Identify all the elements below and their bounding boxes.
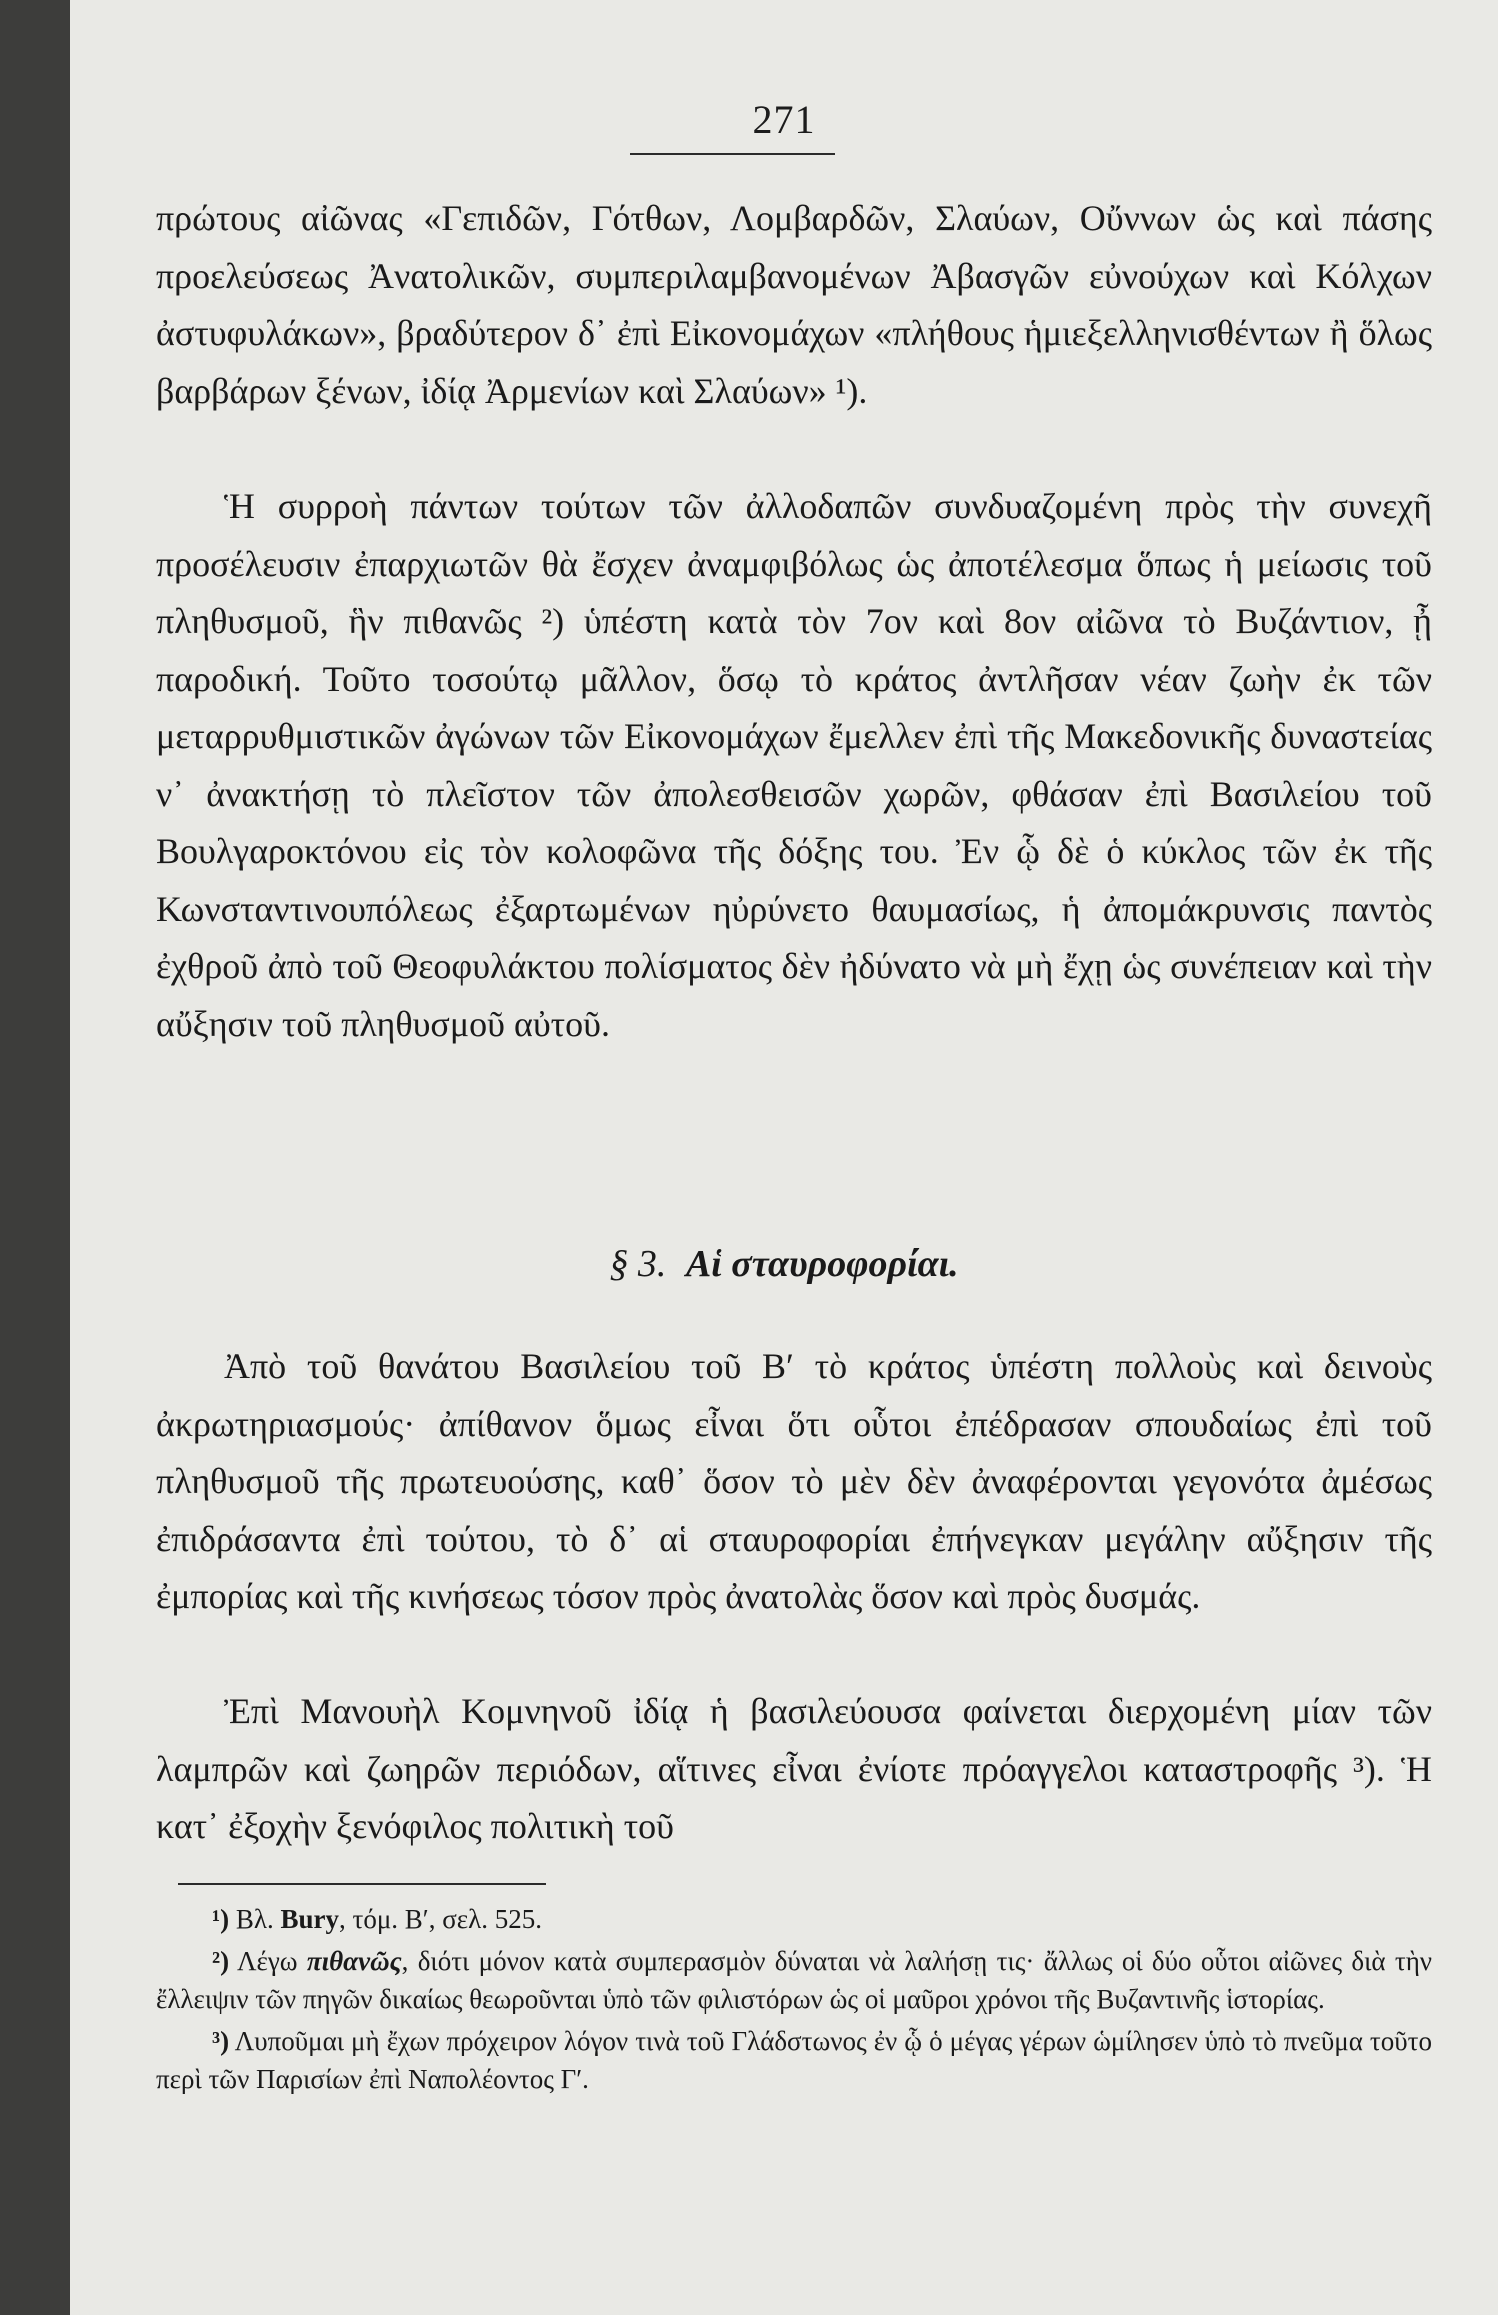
page-number-rule (630, 153, 835, 155)
paragraph-2: Ἡ συρροὴ πάντων τούτων τῶν ἀλλοδαπῶν συνδυαζομένη πρὸς τὴν συνεχῆ προσέλευσιν ἐπαρχιωτῶν θὰ ἔσχεν ἀναμφιβόλως ὡς ἀποτέλεσμα ὅπως ἡ μείωσις τοῦ πληθυσμοῦ, ἣν πιθανῶς ²) ὑπέστη κατὰ τὸν 7ον καὶ 8ον αἰῶνα τὸ Βυζάντιον, ᾖ παροδική. Τοῦτο τοσούτῳ μᾶλλον, ὅσῳ τὸ κράτος ἀντλῆσαν νέαν ζωὴν ἐκ τῶν μεταρρυθμιστικῶν ἀγώνων τῶν Εἰκονομάχων ἔμελλεν ἐπὶ τῆς Μακεδονικῆς δυναστείας ν᾽ ἀνακτήσῃ τὸ πλεῖστον τῶν ἀπολεσθεισῶν χωρῶν, φθάσαν ἐπὶ Βασιλείου τοῦ Βουλγαροκτόνου εἰς τὸν κολοφῶνα τῆς δόξης του. Ἐν ᾧ δὲ ὁ κύκλος τῶν ἐκ τῆς Κωνσταντινουπόλεως ἐξαρτωμένων ηὐρύνετο θαυμασίως, ἡ ἀπομάκρυνσις παντὸς ἐχθροῦ ἀπὸ τοῦ Θεοφυλάκτου πολίσματος δὲν ἠδύνατο νὰ μὴ ἔχῃ ὡς συνέπειαν καὶ τὴν αὔξησιν τοῦ πληθυσμοῦ αὐτοῦ. (156, 486, 1432, 1044)
paragraph-1: πρώτους αἰῶνας «Γεπιδῶν, Γότθων, Λομβαρδῶν, Σλαύων, Οὔννων ὡς καὶ πάσης προελεύσεως Ἀνατολικῶν, συμπεριλαμβανομένων Ἀβασγῶν εὐνούχων καὶ Κόλχων ἀστυφυλάκων», βραδύτερον δ᾽ ἐπὶ Εἰκονομάχων «πλήθους ἡμιεξελληνισθέντων ἢ ὅλως βαρβάρων ξένων, ἰδίᾳ Ἀρμενίων καὶ Σλαύων» ¹). (156, 198, 1432, 411)
footnote-rule (178, 1883, 546, 1885)
book-page (70, 0, 1498, 2315)
footnote-text: , τόμ. Β′, σελ. 525. (338, 1904, 542, 1934)
section-symbol: § 3. (609, 1243, 667, 1285)
page-number: 271 (752, 97, 816, 142)
footnote-1 (156, 1900, 1432, 1938)
section-title: Αἱ σταυροφορίαι. (685, 1243, 959, 1285)
footnote-3 (156, 2022, 1432, 2098)
footnote-emphasis: πιθανῶς (306, 1946, 402, 1976)
footnote-text: Λέγω (236, 1946, 298, 1976)
footnote-text: Λυποῦμαι μὴ ἔχων πρόχειρον λόγον τινὰ τοῦ Γλάδστωνος ἐν ᾧ ὁ μέγας γέρων ὡμίλησεν ὑπὸ τὸ πνεῦμα τοῦτο περὶ τῶν Παρισίων ἐπὶ Ναπολέοντος Γ′. (156, 2026, 1432, 2094)
footnote-author: Bury (280, 1904, 339, 1934)
section-heading (70, 1242, 1498, 1286)
footnote-marker: ³) (212, 2026, 230, 2056)
section-paragraph-2: Ἐπὶ Μανουὴλ Κομνηνοῦ ἰδίᾳ ἡ βασιλεύουσα φαίνεται διερχομένη μίαν τῶν λαμπρῶν καὶ ζωηρῶν περιόδων, αἵτινες εἶναι ἐνίοτε πρόαγγελοι καταστροφῆς ³). Ἡ κατ᾽ ἐξοχὴν ξενόφιλος πολιτικὴ τοῦ (156, 1691, 1432, 1846)
footnote-2 (156, 1942, 1432, 2018)
footnote-marker: ²) (212, 1946, 230, 1976)
footnote-text: , διότι μόνον κατὰ συμπερασμὸν δύναται νὰ λαλήσῃ τις· ἄλλως οἱ δύο οὗτοι αἰῶνες διὰ τὴν ἔλλειψιν τῶν πηγῶν δικαίως θεωροῦνται ὑπὸ τῶν φιλιστόρων ὡς οἱ μαῦροι χρόνοι τῆς Βυζαντινῆς ἱστορίας. (156, 1946, 1433, 2014)
footnote-marker: ¹) (212, 1904, 230, 1934)
footnotes (156, 1900, 1432, 2102)
section-paragraph-1: Ἀπὸ τοῦ θανάτου Βασιλείου τοῦ Β′ τὸ κράτος ὑπέστη πολλοὺς καὶ δεινοὺς ἀκρωτηριασμούς· ἀπίθανον ὅμως εἶναι ὅτι οὗτοι ἐπέδρασαν σπουδαίως ἐπὶ τοῦ πληθυσμοῦ τῆς πρωτευούσης, καθ᾽ ὅσον τὸ μὲν δὲν ἀναφέρονται γεγονότα ἀμέσως ἐπιδράσαντα ἐπὶ τούτου, τὸ δ᾽ αἱ σταυροφορίαι ἐπήνεγκαν μεγάλην αὔξησιν τῆς ἐμπορίας καὶ τῆς κινήσεως τόσον πρὸς ἀνατολὰς ὅσον καὶ πρὸς δυσμάς. (156, 1346, 1432, 1616)
footnote-text: Βλ. (235, 1904, 274, 1934)
